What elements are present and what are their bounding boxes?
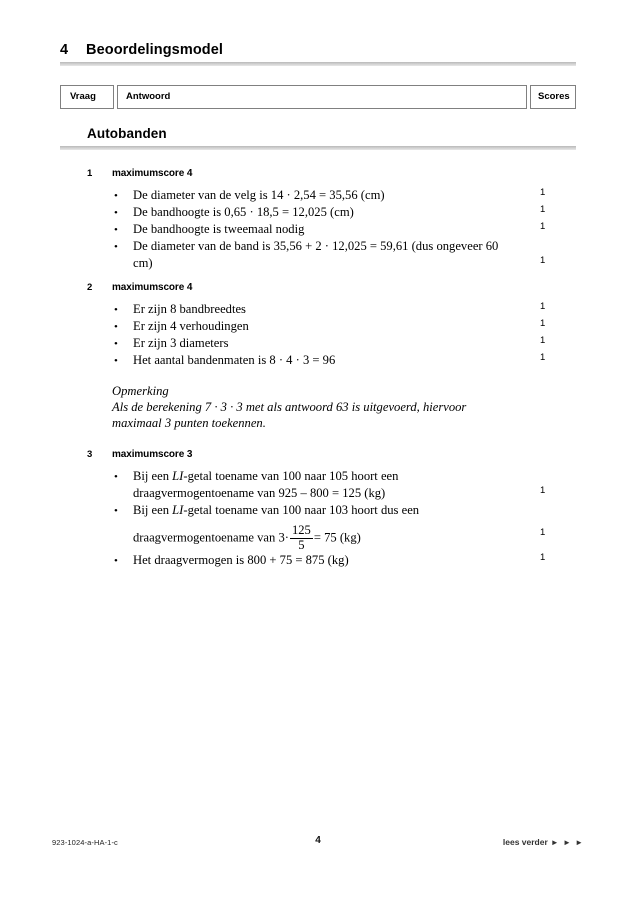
section-heading: Autobanden	[87, 126, 167, 141]
answer-item	[0, 335, 636, 352]
answer-item-text: De bandhoogte is 0,65 · 18,5 = 12,025 (cm)	[133, 205, 354, 219]
bullet-icon: •	[114, 338, 118, 350]
bullet-icon: •	[114, 190, 118, 202]
question-block-3	[0, 449, 636, 569]
answer-item	[0, 468, 636, 502]
answer-item	[0, 238, 636, 272]
answer-item-text: Het aantal bandenmaten is 8 · 4 · 3 = 96	[133, 353, 336, 367]
question-maxscore-1: maximumscore 4	[112, 168, 193, 179]
remark-line-1: Als de berekening 7 · 3 · 3 met als antwoord 63 is uitgevoerd, hiervoor	[112, 400, 467, 414]
footer-document-code: 923-1024-a-HA-1-c	[52, 838, 118, 847]
answer-item-score: 1	[540, 187, 546, 198]
fraction	[290, 524, 313, 552]
fraction-numerator: 125	[291, 523, 311, 537]
column-header-vraag: Vraag	[60, 85, 114, 109]
footer-continue-text: lees verder	[502, 837, 548, 847]
answer-item-score: 1	[540, 255, 546, 266]
answer-item	[0, 301, 636, 318]
question-header-2	[0, 282, 636, 301]
section-divider	[60, 146, 576, 150]
page-title-number: 4	[60, 42, 69, 58]
answer-item	[0, 552, 636, 569]
answer-item-score: 1	[540, 552, 546, 563]
bullet-icon: •	[114, 471, 118, 483]
answer-item	[0, 187, 636, 204]
answer-text-line2: draagvermogentoename van 925 – 800 = 125 (kg)	[133, 485, 386, 500]
footer-continue-label	[503, 837, 584, 847]
question-block-2	[0, 282, 636, 449]
answer-text-part: Bij een	[133, 503, 173, 517]
answer-item-score: 1	[540, 301, 546, 312]
variable-li: LI	[172, 469, 184, 483]
answer-item-text: Er zijn 3 diameters	[133, 336, 229, 350]
column-header-antwoord: Antwoord	[117, 85, 527, 109]
question-number-3: 3	[87, 449, 93, 460]
answer-item-text	[133, 468, 508, 501]
remark-title: Opmerking	[112, 384, 169, 398]
bullet-icon: •	[114, 355, 118, 367]
question-maxscore-3: maximumscore 3	[112, 449, 193, 460]
question-maxscore-2: maximumscore 4	[112, 282, 193, 293]
page-title-text: Beoordelingsmodel	[86, 42, 224, 58]
answer-item-score: 1	[540, 335, 546, 346]
answer-item	[0, 352, 636, 369]
fraction-denominator: 5	[290, 538, 313, 553]
bullet-icon: •	[114, 224, 118, 236]
answer-item-text: Er zijn 4 verhoudingen	[133, 319, 249, 333]
answer-item-text: Het draagvermogen is 800 + 75 = 875 (kg)	[133, 553, 349, 567]
title-divider	[60, 62, 576, 66]
bullet-icon: •	[114, 304, 118, 316]
answer-item-score: 1	[540, 352, 546, 363]
bullet-icon: •	[114, 505, 118, 517]
answer-item-formula-line	[133, 524, 508, 552]
bullet-icon: •	[114, 241, 118, 253]
column-header-scores: Scores	[530, 85, 576, 109]
remark-line-2: maximaal 3 punten toekennen.	[112, 416, 266, 430]
footer-page-number: 4	[315, 835, 321, 846]
answer-model-body	[0, 168, 636, 569]
answer-item-text: Er zijn 8 bandbreedtes	[133, 302, 246, 316]
bullet-icon: •	[114, 207, 118, 219]
answer-item	[0, 318, 636, 335]
answer-text-part: -getal toename van 100 naar 103 hoort dus een	[183, 503, 420, 517]
answer-item-score: 1	[540, 527, 546, 538]
variable-li: LI	[172, 503, 184, 517]
question-block-1	[0, 168, 636, 272]
answer-item-score: 1	[540, 221, 546, 232]
bullet-icon: •	[114, 321, 118, 333]
answer-item-score: 1	[540, 485, 546, 496]
answer-item-text: De diameter van de velg is 14 · 2,54 = 35,56 (cm)	[133, 188, 385, 202]
answer-item	[0, 502, 636, 552]
answer-item-text: De bandhoogte is tweemaal nodig	[133, 222, 305, 236]
answer-table-header	[60, 85, 576, 109]
question-number-1: 1	[87, 168, 93, 179]
question-header-3	[0, 449, 636, 468]
answer-item	[0, 221, 636, 238]
answer-item-score: 1	[540, 318, 546, 329]
formula-suffix: = 75 (kg)	[313, 530, 361, 545]
answer-item-score: 1	[540, 204, 546, 215]
remark-block	[0, 383, 636, 449]
bullet-icon: •	[114, 555, 118, 567]
formula-prefix: draagvermogentoename van 3·	[133, 530, 289, 545]
page-title	[60, 42, 223, 58]
question-number-2: 2	[87, 282, 93, 293]
answer-item-text: De diameter van de band is 35,56 + 2 · 12,025 = 59,61 (dus ongeveer 60 cm)	[133, 239, 499, 270]
question-header-1	[0, 168, 636, 187]
answer-text-part: -getal toename van 100 naar 105 hoort een	[183, 469, 399, 483]
answer-item-text	[133, 502, 508, 519]
answer-item	[0, 204, 636, 221]
answer-text-part: Bij een	[133, 469, 173, 483]
continue-arrows-icon: ► ► ►	[550, 838, 584, 847]
